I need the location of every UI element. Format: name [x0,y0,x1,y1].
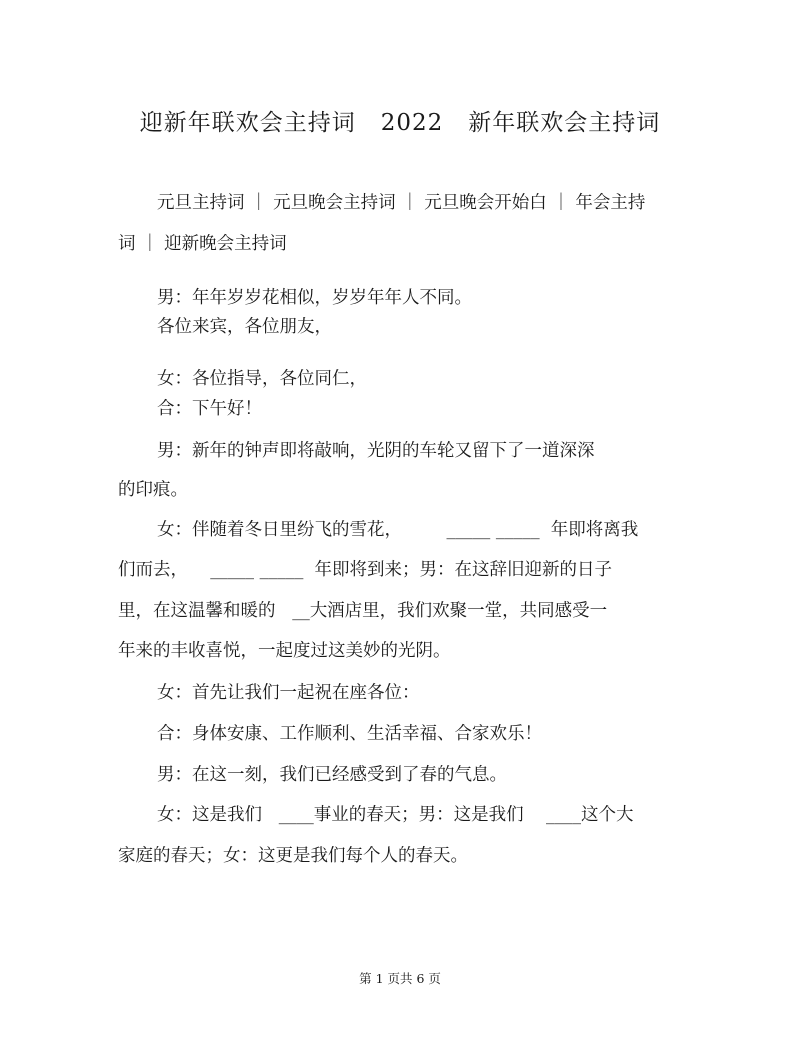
body-line: 合：下午好！ [157,399,262,419]
body-line: 词 ｜ 迎新晚会主持词 [118,234,287,254]
body-line: 合：身体安康、工作顺利、生活幸福、合家欢乐！ [157,724,542,744]
body-line: 男：在这一刻，我们已经感受到了春的气息。 [157,765,507,785]
body-line: 家庭的春天；女：这更是我们每个人的春天。 [118,846,468,866]
body-line: 男：年年岁岁花相似，岁岁年年人不同。 [157,288,472,308]
body-line: 里，在这温馨和暖的 __大酒店里，我们欢聚一堂，共同感受一 [118,601,608,621]
body-line: 各位来宾，各位朋友， [157,317,332,337]
body-line: 女：这是我们 ____事业的春天；男：这是我们 ____这个大 [157,805,634,825]
body-line: 女：伴随着冬日里纷飞的雪花， _____ _____ 年即将离我 [157,520,639,540]
page-number: 第 1 页共 6 页 [359,971,441,986]
body-line: 的印痕。 [118,480,188,500]
body-line: 男：新年的钟声即将敲响，光阴的车轮又留下了一道深深 [157,441,595,461]
body-line: 元旦主持词 ｜ 元旦晚会主持词 ｜ 元旦晚会开始白 ｜ 年会主持 [157,193,646,213]
body-line: 女：各位指导，各位同仁， [157,369,367,389]
body-line: 女：首先让我们一起祝在座各位： [157,683,420,703]
body-line: 们而去， _____ _____ 年即将到来；男：在这辞旧迎新的日子 [118,560,612,580]
document-title: 迎新年联欢会主持词 2022 新年联欢会主持词 [139,110,661,136]
body-line: 年来的丰收喜悦，一起度过这美妙的光阴。 [118,641,451,661]
